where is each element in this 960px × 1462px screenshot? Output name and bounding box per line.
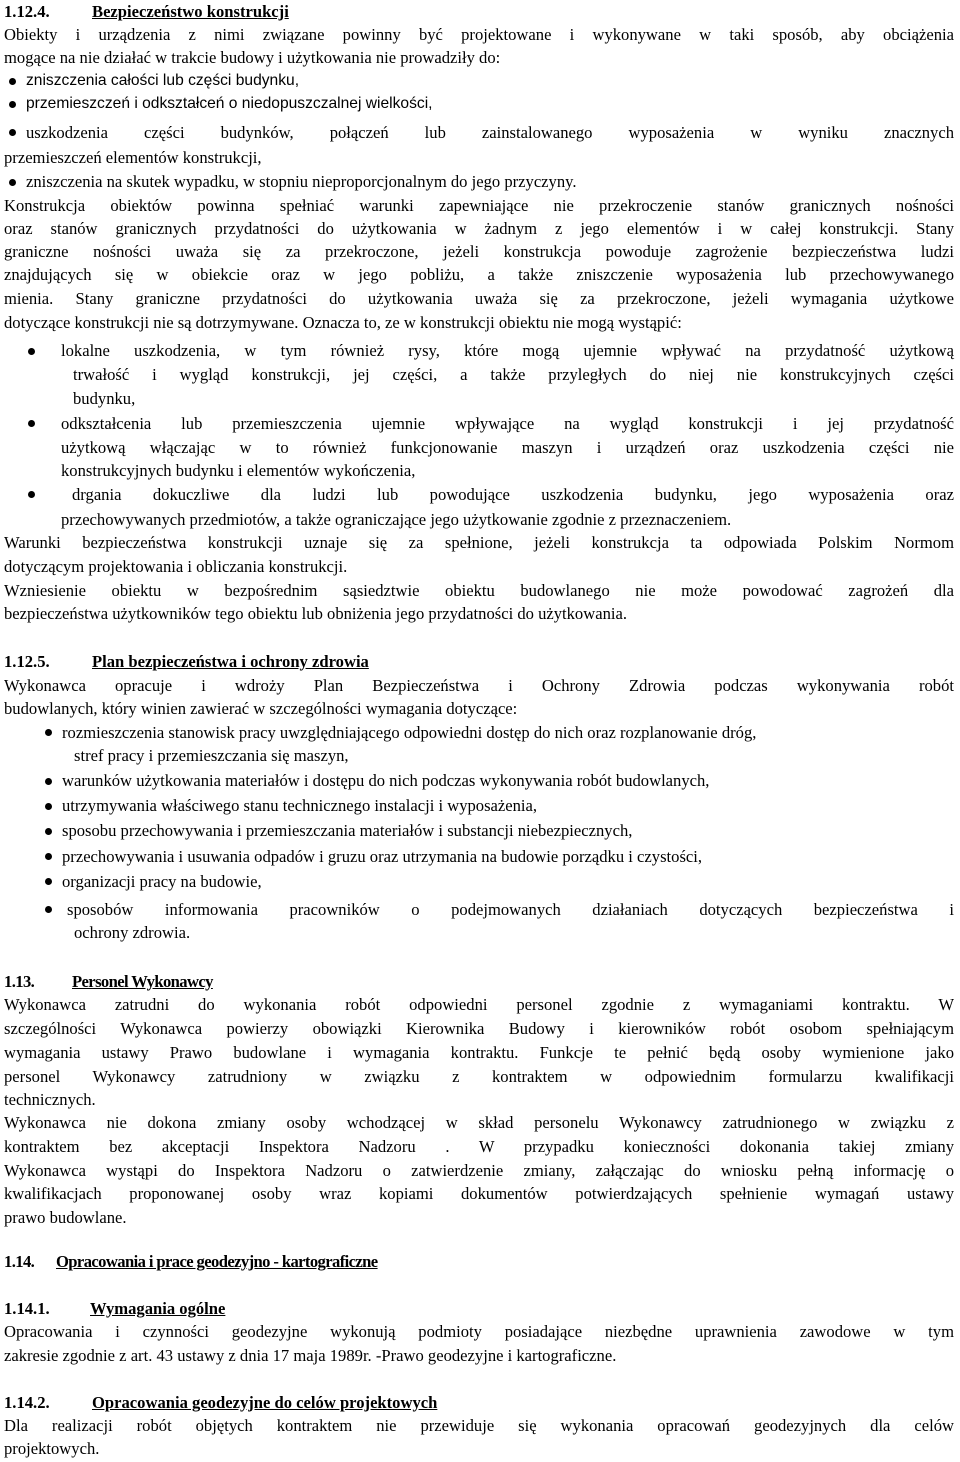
section-heading-1-12-4 — [4, 0, 960, 23]
list-item-continuation: użytkową włączając w to również funkcjonowanie maszyn i urządzeń oraz uszkodzenia części nie — [61, 438, 954, 457]
paragraph-line: szczególności Wykonawca powierzy obowiązki Kierownika Budowy i kierowników robót osobom spełniającym — [4, 1019, 954, 1038]
paragraph-line: dotyczące konstrukcji nie są dotrzymywane. Oznacza to, ze w konstrukcji obiektu nie mogą wystąpić: — [4, 313, 682, 332]
bullet-icon — [45, 906, 52, 913]
section-number: 1.13. — [4, 972, 35, 991]
list-item: lokalne uszkodzenia, w tym również rysy, które mogą ujemnie wpływać na przydatność użytkową — [61, 341, 954, 360]
paragraph-line: mogące na nie działać w trakcie budowy i użytkowania nie prowadziły do: — [4, 48, 501, 67]
bullet-icon — [9, 179, 16, 186]
paragraph-line: budowlanych, który winien zawierać w szczególności wymagania dotyczące: — [4, 699, 518, 718]
section-title: Plan bezpieczeństwa i ochrony zdrowia — [92, 652, 369, 671]
bullet-icon — [9, 101, 16, 108]
section-number: 1.14. — [4, 1252, 35, 1271]
paragraph-line: Wykonawca nie dokona zmiany osoby wchodzącej w skład personelu Wykonawcy zatrudnionego w związku z — [4, 1113, 954, 1132]
bullet-icon — [28, 491, 35, 498]
section-heading-1-14 — [4, 1250, 960, 1273]
section-number: 1.14.1. — [4, 1299, 50, 1318]
bullet-icon — [45, 729, 52, 736]
list-item: organizacji pracy na budowie, — [62, 872, 262, 891]
paragraph-line: kontraktem bez akceptacji Inspektora Nadzoru . W przypadku konieczności dokonania takiej zmiany — [4, 1137, 954, 1156]
bullet-icon — [9, 78, 16, 85]
list-item: zniszczenia całości lub części budynku, — [26, 72, 300, 89]
paragraph-line: projektowych. — [4, 1439, 100, 1458]
list-item: rozmieszczenia stanowisk pracy uwzględniającego odpowiedni dostęp do nich oraz rozplanowanie dróg, — [62, 723, 757, 742]
bullet-icon — [45, 828, 52, 835]
list-item: odkształcenia lub przemieszczenia ujemnie wpływające na wygląd konstrukcji i jej przydatność — [61, 414, 954, 433]
section-heading-1-14-1 — [4, 1297, 960, 1320]
section-title: Opracowania i prace geodezyjno - kartograficzne — [56, 1252, 378, 1271]
section-heading-1-14-2 — [4, 1391, 960, 1414]
section-title: Bezpieczeństwo konstrukcji — [92, 2, 289, 21]
list-item-continuation: przechowywanych przedmiotów, a także ograniczające jego użytkowanie zgodnie z przeznaczeniem. — [61, 510, 732, 529]
bullet-icon — [45, 803, 52, 810]
paragraph-line: prawo budowlane. — [4, 1208, 127, 1227]
list-item: sposobu przechowywania i przemieszczania materiałów i substancji niebezpiecznych, — [62, 821, 633, 840]
section-number: 1.12.5. — [4, 652, 50, 671]
paragraph-line: bezpieczeństwa użytkowników tego obiektu lub obniżenia jego przydatności do użytkowania. — [4, 604, 628, 623]
section-title: Opracowania geodezyjne do celów projektowych — [92, 1393, 438, 1412]
paragraph-line: Wykonawca opracuje i wdroży Plan Bezpieczeństwa i Ochrony Zdrowia podczas wykonywania robót — [4, 676, 954, 695]
bullet-icon — [28, 420, 35, 427]
section-heading-1-12-5 — [4, 650, 960, 673]
list-item: przechowywania i usuwania odpadów i gruzu oraz utrzymania na budowie porządku i czystości, — [62, 847, 703, 866]
list-item: warunków użytkowania materiałów i dostępu do nich podczas wykonywania robót budowlanych, — [62, 771, 710, 790]
paragraph-line: Wykonawca zatrudni do wykonania robót odpowiedni personel zgodnie z wymaganiami kontraktu. W — [4, 995, 954, 1014]
paragraph-line: Wzniesienie obiektu w bezpośrednim sąsiedztwie obiektu budowlanego nie może powodować zagrożeń dla — [4, 581, 954, 600]
paragraph-line: Warunki bezpieczeństwa konstrukcji uznaje się za spełnione, jeżeli konstrukcja ta odpowiada Polskim Normom — [4, 533, 954, 552]
bullet-icon — [45, 853, 52, 860]
list-item-continuation: trwałość i wygląd konstrukcji, jej części, a także przyległych do niej nie konstrukcyjnych części — [73, 365, 954, 384]
paragraph-line: dotyczącym projektowania i obliczania konstrukcji. — [4, 557, 348, 576]
paragraph-line: Konstrukcja obiektów powinna spełniać warunki zapewniające nie przekroczenie stanów granicznych nośności — [4, 196, 954, 215]
paragraph-line: Opracowania i czynności geodezyjne wykonują podmioty posiadające niezbędne uprawnienia zawodowe w tym — [4, 1322, 954, 1341]
list-item: drgania dokuczliwe dla ludzi lub powodujące uszkodzenia budynku, jego wyposażenia oraz — [72, 485, 954, 504]
section-heading-1-13 — [4, 970, 960, 993]
section-number: 1.12.4. — [4, 2, 50, 21]
list-item-continuation: przemieszczeń elementów konstrukcji, — [4, 148, 262, 167]
paragraph-line: Dla realizacji robót objętych kontraktem nie przewiduje się wykonania opracowań geodezyjnych dla celów — [4, 1416, 954, 1435]
bullet-icon — [45, 878, 52, 885]
bullet-icon — [9, 129, 16, 136]
list-item-continuation: stref pracy i przemieszczania się maszyn, — [74, 746, 349, 765]
paragraph-line: Wykonawca wystąpi do Inspektora Nadzoru o zatwierdzenie zmiany, załączając do wniosku pełną informację o — [4, 1161, 954, 1180]
section-title: Personel Wykonawcy — [72, 972, 213, 991]
list-item: sposobów informowania pracowników o podejmowanych działaniach dotyczących bezpieczeństwa i — [67, 900, 954, 919]
list-item-continuation: ochrony zdrowia. — [74, 923, 191, 942]
list-item: utrzymywania właściwego stanu technicznego instalacji i wyposażenia, — [62, 796, 538, 815]
list-item-continuation: konstrukcyjnych budynku i elementów wykończenia, — [61, 461, 416, 480]
bullet-icon — [28, 348, 35, 355]
section-title: Wymagania ogólne — [90, 1299, 226, 1318]
paragraph-line: wymagania ustawy Prawo budowlane i wymagania kontraktu. Funkcje te pełnić będą osoby wymienione jako — [4, 1043, 954, 1062]
paragraph-line: Obiekty i urządzenia z nimi związane powinny być projektowane i wykonywane w taki sposób, aby obciążenia — [4, 25, 954, 44]
list-item: zniszczenia na skutek wypadku, w stopniu nieproporcjonalnym do jego przyczyny. — [26, 172, 577, 191]
section-number: 1.14.2. — [4, 1393, 50, 1412]
list-item: uszkodzenia części budynków, połączeń lub zainstalowanego wyposażenia w wyniku znacznych — [26, 123, 954, 142]
paragraph-line: kwalifikacjach proponowanej osoby wraz kopiami dokumentów potwierdzających spełnienie wymagań ustawy — [4, 1184, 954, 1203]
list-item: przemieszczeń i odkształceń o niedopuszczalnej wielkości, — [26, 95, 433, 112]
paragraph-line: mienia. Stany graniczne przydatności do użytkowania uważa się za przekroczone, jeżeli wymagania użytkowe — [4, 289, 954, 308]
paragraph-line: graniczne nośności uważa się za przekroczone, jeżeli konstrukcja powoduje zagrożenie bezpieczeństwa ludzi — [4, 242, 954, 261]
paragraph-line: oraz stanów granicznych przydatności do użytkowania w żadnym z jego elementów i w całej konstrukcji. Stany — [4, 219, 954, 238]
paragraph-line: zakresie zgodnie z art. 43 ustawy z dnia 17 maja 1989r. -Prawo geodezyjne i kartograficzne. — [4, 1346, 617, 1365]
paragraph-line: technicznych. — [4, 1090, 96, 1109]
list-item-continuation: budynku, — [73, 389, 136, 408]
bullet-icon — [45, 778, 52, 785]
paragraph-line: znajdujących się w obiekcie oraz w jego pobliżu, a także zniszczenie wyposażenia lub przechowywanego — [4, 265, 954, 284]
paragraph-line: personel Wykonawcy zatrudniony w związku z kontraktem w odpowiednim formularzu kwalifikacji — [4, 1067, 954, 1086]
